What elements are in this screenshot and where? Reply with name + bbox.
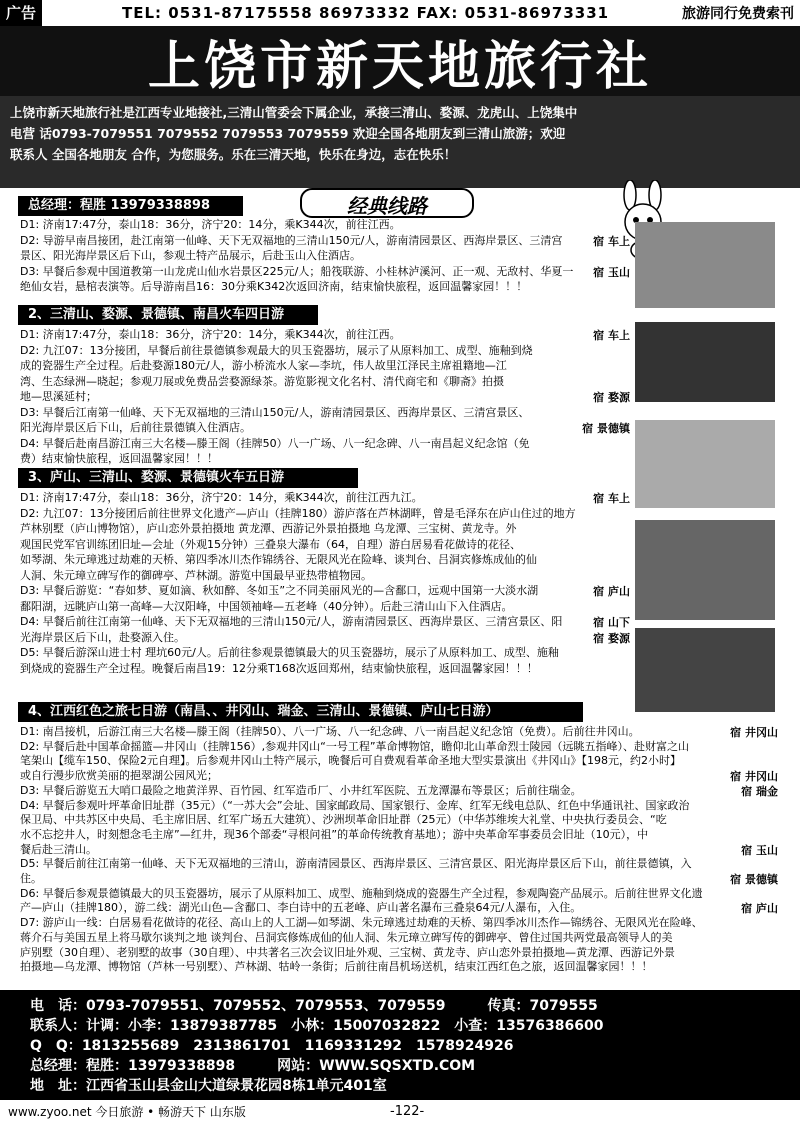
route-1-stay: 宿 车上: [593, 234, 630, 248]
photo-mountain: [635, 222, 775, 308]
route-4-line: D5: 早餐后前往江南第一仙峰、天下无双福地的三清山，游南清园景区、西海岸景区、三清宫景区、阳光海岸景区后下山，前往景德镇，入: [20, 857, 692, 871]
intro-line-2: 电营 话0793-7079551 7079552 7079553 7079559 欢迎全国各地朋友到三清山旅游；欢迎: [10, 126, 566, 141]
route-3-line: 到烧成的瓷器生产全过程。晚餐后南昌19：12分乘T168次返回郑州，结束愉快旅程，返回温馨家园！！！: [20, 661, 538, 675]
manager-value: 程胜：13979338898: [86, 1058, 236, 1074]
route-4-stay: 宿 井冈山: [730, 726, 778, 739]
top-bar: [0, 0, 800, 26]
route-3-stay: 宿 山下: [593, 616, 630, 629]
contact-block: [0, 990, 800, 1100]
route-3-stay: 宿 车上: [593, 492, 630, 505]
qq-value: 1813255689 2313861701 1169331292 1578924926: [81, 1038, 514, 1054]
route-2-line: D1: 济南17:47分，泰山18：36分，济宁20：14分，乘K344次，前往江西。: [20, 328, 401, 341]
route-1-line: D1: 济南17:47分，泰山18：36分，济宁20：14分，乘K344次，前往江西。: [20, 218, 401, 231]
route-2-stay: 宿 婺源: [593, 391, 630, 404]
route-4-line: 笔架山【缆车150、保险2元自理】。后参观井冈山土特产展示，晚餐后可自费观看革命圣地大型实景演出《井冈山》【198元，约2小时】: [20, 754, 681, 768]
top-contact: TEL: 0531-87175558 86973332 FAX: 0531-86973331: [122, 4, 610, 22]
route-4-line: D6: 早餐后参观景德镇最大的贝玉瓷器坊，展示了从原料加工、成型、施釉到烧成的瓷器生产全过程，参观陶瓷产品展示。后前往世界文化遗: [20, 886, 703, 900]
route-2-stay: 宿 车上: [593, 329, 630, 342]
fax-label: 传真：: [487, 998, 530, 1014]
contacts-value: 计调：小李：13879387785 小林：15007032822 小查：13576386600: [86, 1018, 604, 1034]
route-4-line: D1: 南昌接机，后游江南三大名楼—滕王阁（挂牌50）、八一广场、八一纪念碑、八一南昌起义纪念馆（免费）。后前往井冈山。: [20, 725, 640, 738]
route-4-line: D2: 早餐后赴中国革命摇篮—井冈山（挂牌156）,参观井冈山“一号工程”革命博物馆，瞻仰北山革命烈士陵园（远眺五指峰）、赴财富之山: [20, 739, 690, 753]
route-4-stay: 宿 庐山: [741, 902, 778, 916]
route-4-stay: 宿 景德镇: [730, 873, 778, 886]
route-title-3: 3、庐山、三清山、婺源、景德镇火车五日游: [18, 468, 358, 488]
route-2-line: 地—思溪延村；: [20, 390, 97, 403]
photo-rapeseed-field: [635, 628, 775, 712]
route-3-line: D5: 早餐后游深山进士村 理坑60元/人。后前往参观景德镇最大的贝玉瓷器坊，展示了从原料加工、成型、施釉: [20, 646, 559, 659]
intro-block: [0, 96, 800, 188]
phone-label: 电 话：: [30, 998, 86, 1014]
route-3-line: D2: 九江07：13分接团后前往世界文化遗产—庐山（挂牌180）游庐落在芦林湖畔，曾是毛泽东在庐山住过的地方: [20, 506, 576, 520]
route-1-stay: 宿 玉山: [593, 265, 630, 279]
fax-value: 7079555: [529, 998, 598, 1014]
route-3-line: D3: 早餐后游览：“春如梦、夏如滴、秋如醉、冬如玉”之不同美丽风光的—含鄱口，远观中国第一大淡水湖: [20, 584, 539, 597]
route-3-line: 观国民党军官训练团旧址—会址（外观15分钟）三叠泉大瀑布（64，自理）游白居易看花做诗的花径、: [20, 537, 521, 551]
photo-waterfall: [635, 520, 775, 620]
phone-value: 0793-7079551、7079552、7079553、7079559: [86, 998, 446, 1014]
intro-line-1: 上饶市新天地旅行社是江西专业地接社,三清山管委会下属企业，承接三清山、婺源、龙虎山、上饶集中: [10, 105, 578, 120]
route-4-line: D7: 游庐山一线：白居易看花做诗的花径、高山上的人工湖—如琴湖、朱元璋逃过劫难的天桥、第四季冰川杰作—锦绣谷、无限风光在险峰、: [20, 916, 703, 930]
route-4-line: 或自行漫步欣赏美丽的挹翠湖公园风光；: [20, 769, 218, 783]
route-3-stay: 宿 婺源: [593, 631, 630, 645]
route-3-line: 鄱阳湖，远眺庐山第一高峰—大汉阳峰，中国领袖峰—五老峰（40分钟）。后赴三清山山下入住酒店。: [20, 599, 513, 613]
route-4-line: 住。: [20, 872, 42, 885]
photo-pavilion: [635, 420, 775, 508]
route-title-2: 2、三清山、婺源、景德镇、南昌火车四日游: [18, 305, 318, 325]
route-2-line: 成的瓷器生产全过程。后赴婺源180元/人，游小桥流水人家—李坑，伟人故里江泽民主席祖籍地—江: [20, 359, 507, 372]
route-4-line: 庐别墅（30自理）、老别墅的故事（30自理）、中共著名三次会议旧址外观、三宝树、黄龙寺、庐山恋外景拍摄地—黄龙潭、西游记外景: [20, 945, 675, 959]
route-4-line: D3: 早餐后游览五大哨口最险之地黄洋界、百竹园、红军造币厂、小井红军医院、五龙潭瀑布等景区；后前往瑞金。: [20, 783, 582, 797]
contacts-label: 联系人：: [30, 1018, 86, 1034]
title-banner: [0, 26, 800, 96]
route-3-line: 如琴湖、朱元璋逃过劫难的天桥、第四季冰川杰作锦绣谷、无限风光在险峰、谈判台、吕洞宾修炼成仙的仙: [20, 553, 537, 566]
route-1-line: D2: 导游早南昌接团，赴江南第一仙峰、天下无双福地的三清山150元/人，游南清园景区、西海岸景区、三清宫: [20, 233, 563, 247]
free-index-text: 旅游同行免费索刊: [682, 6, 794, 22]
route-4-line: 产—庐山（挂牌180），游二线：湖光山色—含鄱口、李白诗中的五老峰、庐山著名瀑布三叠泉64元/人瀑布，入住。: [20, 901, 582, 915]
website-value[interactable]: WWW.SQSXTD.COM: [319, 1058, 476, 1074]
footer-slogan: www.zyoo.net 今日旅游 • 畅游天下 山东版: [8, 1105, 246, 1119]
route-2-line: D2: 九江07：13分接团，早餐后前往景德镇参观最大的贝玉瓷器坊，展示了从原料加工、成型、施釉到烧: [20, 343, 533, 357]
agency-title: 上饶市新天地旅行社: [147, 35, 652, 97]
address-label: 地 址：: [30, 1078, 86, 1094]
route-4-line: D4: 早餐后参观叶坪革命旧址群（35元）（“一苏大会”会址、国家邮政局、国家银行、金库、红军无线电总队、红色中华通讯社、国家政治: [20, 798, 690, 812]
route-title-1: 总经理：程胜 13979338898: [18, 196, 243, 216]
route-2-stay: 宿 景德镇: [582, 422, 630, 435]
route-1-line: 景区、阳光海岸景区后下山，参观土特产品展示，后赴玉山入住酒店。: [20, 249, 361, 262]
page-number: -122-: [390, 1104, 425, 1119]
route-3-line: 人洞、朱元璋立碑写作的御碑亭、芦林湖。游览中国最早亚热带植物园。: [20, 568, 372, 582]
route-3-line: 芦林别墅（庐山博物馆），庐山恋外景拍摄地 黄龙潭、西游记外景拍摄地 乌龙潭、三宝树、黄龙寺。外: [20, 522, 517, 535]
route-2-line: 湾、生态绿洲—晓起；参观刀展或免费品尝婺源绿茶。游览影视文化名村、清代商宅和《聊斋》拍摄: [20, 374, 504, 388]
intro-line-3: 联系人 全国各地朋友 合作，为您服务。乐在三清天地，快乐在身边，志在快乐！: [10, 147, 457, 162]
route-4-line: 水不忘挖井人，时刻想念毛主席”—红井，现36个部委“寻根问祖”的革命传统教育基地）；游中央革命军事委员会旧址（10元），中: [20, 827, 649, 841]
route-3-line: 光海岸景区后下山，赴婺源入住。: [20, 630, 185, 644]
classic-routes-label: 经典线路: [300, 188, 474, 218]
photo-village: [635, 322, 775, 402]
ad-tag: 广告: [0, 0, 42, 26]
route-4-line: 蒋介石与美国五星上将马歇尔谈判之地 谈判台、吕洞宾修炼成仙的仙人洞、朱元璋立碑写传的御碑亭、曾住过国共两党最高领导人的美: [20, 930, 673, 944]
route-4-line: 拍摄地—乌龙潭、博物馆（芦林一号别墅）、芦林湖、牯岭一条街；后前往南昌机场送机，结束江西红色之旅，返回温馨家园！！！: [20, 960, 653, 974]
route-title-4: 4、江西红色之旅七日游（南昌、、井冈山、瑞金、三清山、景德镇、庐山七日游）: [18, 702, 583, 722]
address-value: 江西省玉山县金山大道绿景花园8栋1单元401室: [86, 1078, 387, 1094]
qq-label: Q Q：: [30, 1038, 82, 1054]
route-2-line: D3: 早餐后江南第一仙峰、天下无双福地的三清山150元/人，游南清园景区、西海岸景区、三清宫景区、: [20, 405, 530, 419]
route-4-stay: 宿 井冈山: [730, 770, 778, 784]
route-1-line: 绝仙女岩，悬棺表演等。后导游南昌16：30分乘K342次返回济南，结束愉快旅程，返回温馨家园！！！: [20, 280, 528, 293]
route-3-stay: 宿 庐山: [593, 585, 630, 598]
route-3-line: D4: 早餐后前往江南第一仙峰、天下无双福地的三清山150元/人，游南清园景区、西海岸景区、三清宫景区、阳: [20, 615, 563, 628]
website-label: 网站：: [277, 1058, 320, 1074]
route-1-line: D3: 早餐后参观中国道教第一山龙虎山仙水岩景区225元/人；船筏联游、小桂林泸溪河、正一观、无敌村、华夏一: [20, 264, 574, 278]
route-4-line: 餐后赴三清山。: [20, 842, 97, 856]
route-2-line: 费）结束愉快旅程，返回温馨家园！！！: [20, 452, 218, 465]
manager-label: 总经理：: [30, 1058, 86, 1074]
route-2-line: D4: 早餐后赴南昌游江南三大名楼—滕王阁（挂牌50）八一广场、八一纪念碑、八一南昌起义纪念馆（免: [20, 436, 530, 450]
route-4-stay: 宿 瑞金: [741, 784, 778, 798]
route-4-line: 保卫局、中共苏区中央局、毛主席旧居、红军广场五大建筑）、沙洲坝革命旧址群（25元）（中华苏维埃大礼堂、中央执行委员会、“吃: [20, 813, 667, 827]
page-footer: [0, 1102, 800, 1122]
route-4-stay: 宿 玉山: [741, 843, 778, 857]
route-3-line: D1: 济南17:47分，泰山18：36分，济宁20：14分，乘K344次，前往江西九江。: [20, 491, 423, 504]
route-2-line: 阳光海岸景区后下山，后前往景德镇入住酒店。: [20, 421, 251, 434]
